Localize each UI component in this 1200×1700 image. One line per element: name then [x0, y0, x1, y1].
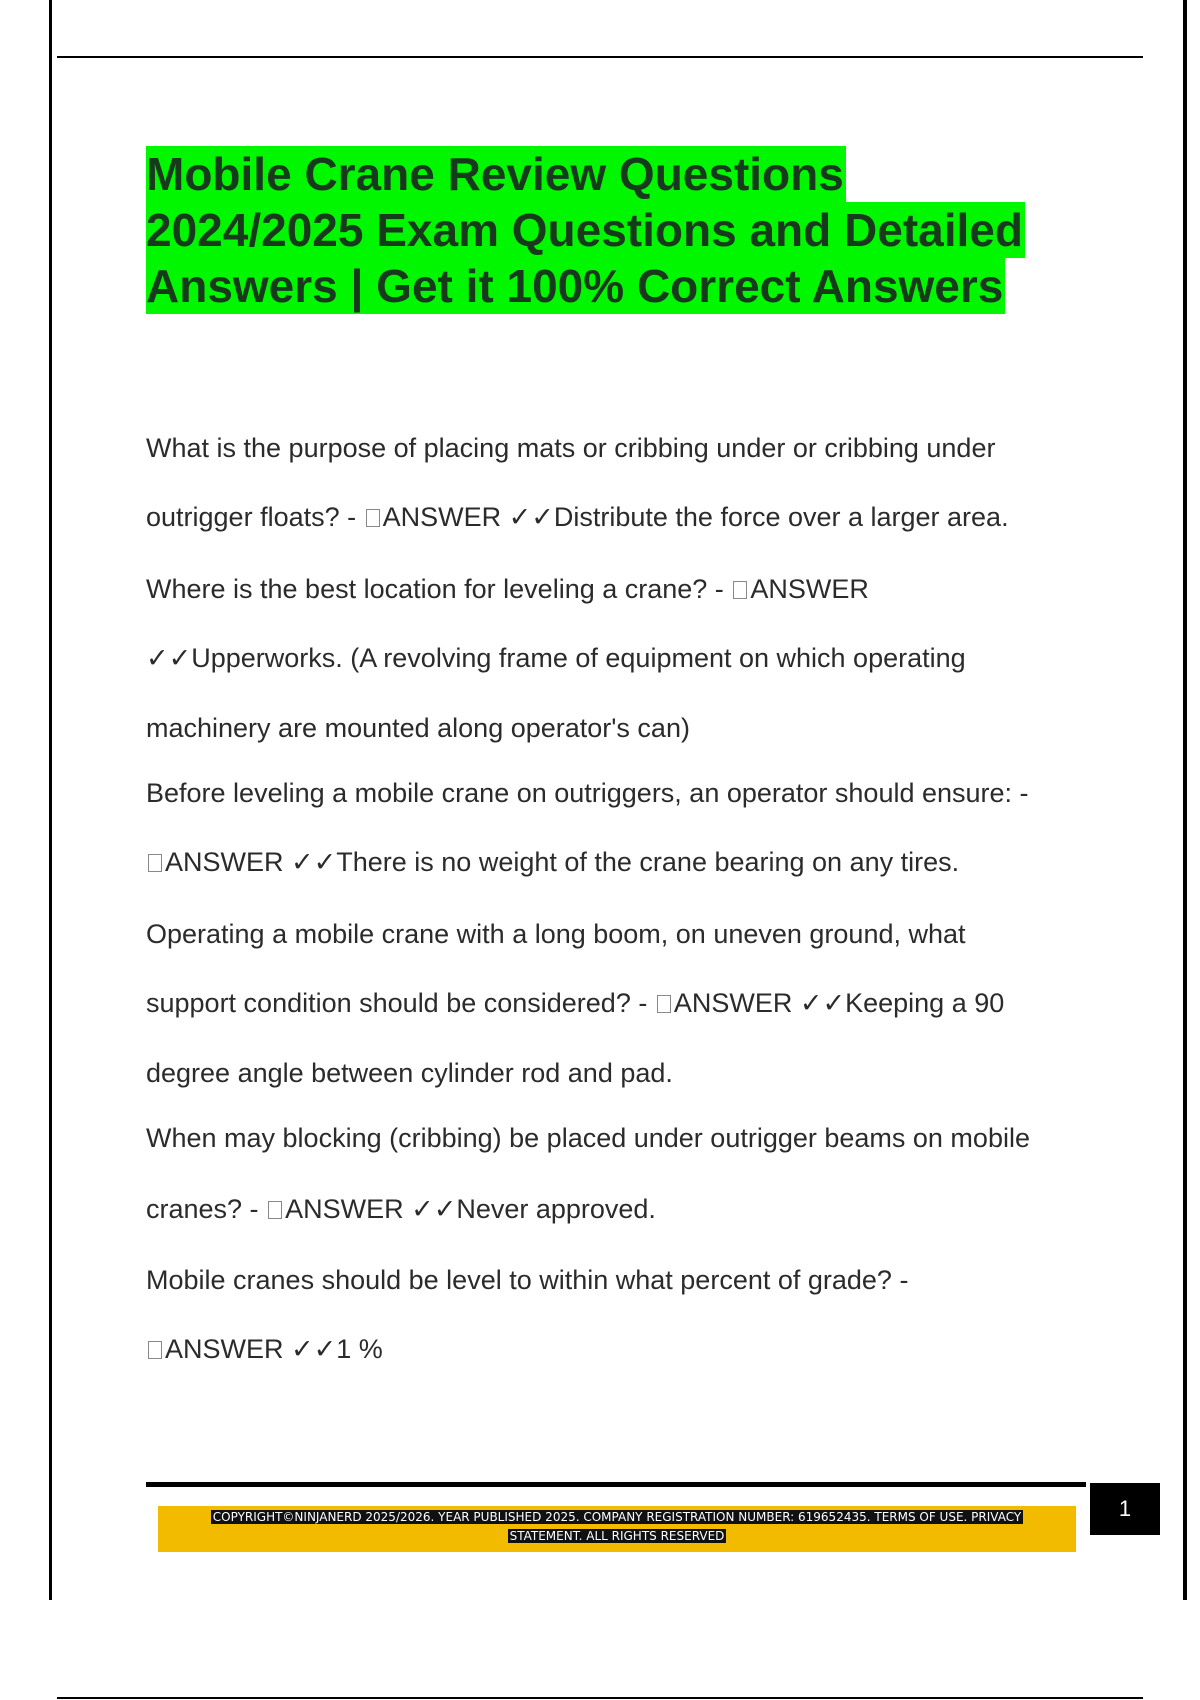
top-rule — [57, 56, 1143, 58]
body-line: support condition should be considered? - ANSWER ✓✓Keeping a 90 — [146, 988, 1005, 1018]
body-line: ✓✓Upperworks. (A revolving frame of equipment on which operating — [146, 643, 966, 673]
missing-glyph-icon — [148, 1341, 162, 1359]
missing-glyph-icon — [657, 995, 671, 1013]
missing-glyph-icon — [733, 581, 747, 599]
body-line: ANSWER ✓✓1 % — [146, 1334, 1086, 1365]
bottom-rule — [57, 1697, 1143, 1699]
left-border — [49, 0, 52, 1600]
copyright-line-2: STATEMENT. ALL RIGHTS RESERVED — [509, 1529, 725, 1543]
title-line-3: Answers | Get it 100% Correct Answers — [146, 260, 1004, 312]
missing-glyph-icon — [366, 509, 380, 527]
copyright-line-1: COPYRIGHT©NINJANERD 2025/2026. YEAR PUBLISHED 2025. COMPANY REGISTRATION NUMBER: 619652435. TERMS OF USE. PRIVACY — [212, 1510, 1022, 1524]
body-line: outrigger floats? - ANSWER ✓✓Distribute the force over a larger area. — [146, 502, 1009, 532]
body-line: What is the purpose of placing mats or cribbing under or cribbing under — [146, 433, 996, 463]
body-line: degree angle between cylinder rod and pad. — [146, 1058, 673, 1088]
body-line: cranes? - ANSWER ✓✓Never approved. — [146, 1194, 656, 1224]
body-line: machinery are mounted along operator's can) — [146, 713, 690, 743]
document-title — [146, 146, 1086, 314]
body-line: Operating a mobile crane with a long boom, on uneven ground, what — [146, 919, 966, 949]
body-line: Where is the best location for leveling a crane? - ANSWER — [146, 574, 869, 604]
missing-glyph-icon — [268, 1201, 282, 1219]
title-line-2: 2024/2025 Exam Questions and Detailed — [146, 204, 1023, 256]
body-line: When may blocking (cribbing) be placed under outrigger beams on mobile — [146, 1123, 1030, 1153]
right-border — [1183, 0, 1187, 1600]
missing-glyph-icon — [148, 854, 162, 872]
copyright-notice — [158, 1508, 1076, 1546]
title-line-1: Mobile Crane Review Questions — [146, 148, 844, 200]
body-line: ANSWER ✓✓There is no weight of the crane bearing on any tires. — [146, 847, 1086, 878]
body-line: Before leveling a mobile crane on outriggers, an operator should ensure: - — [146, 778, 1029, 808]
body-line: Mobile cranes should be level to within what percent of grade? - — [146, 1265, 909, 1295]
page-number: 1 — [1090, 1483, 1160, 1535]
footer-rule — [146, 1482, 1086, 1487]
